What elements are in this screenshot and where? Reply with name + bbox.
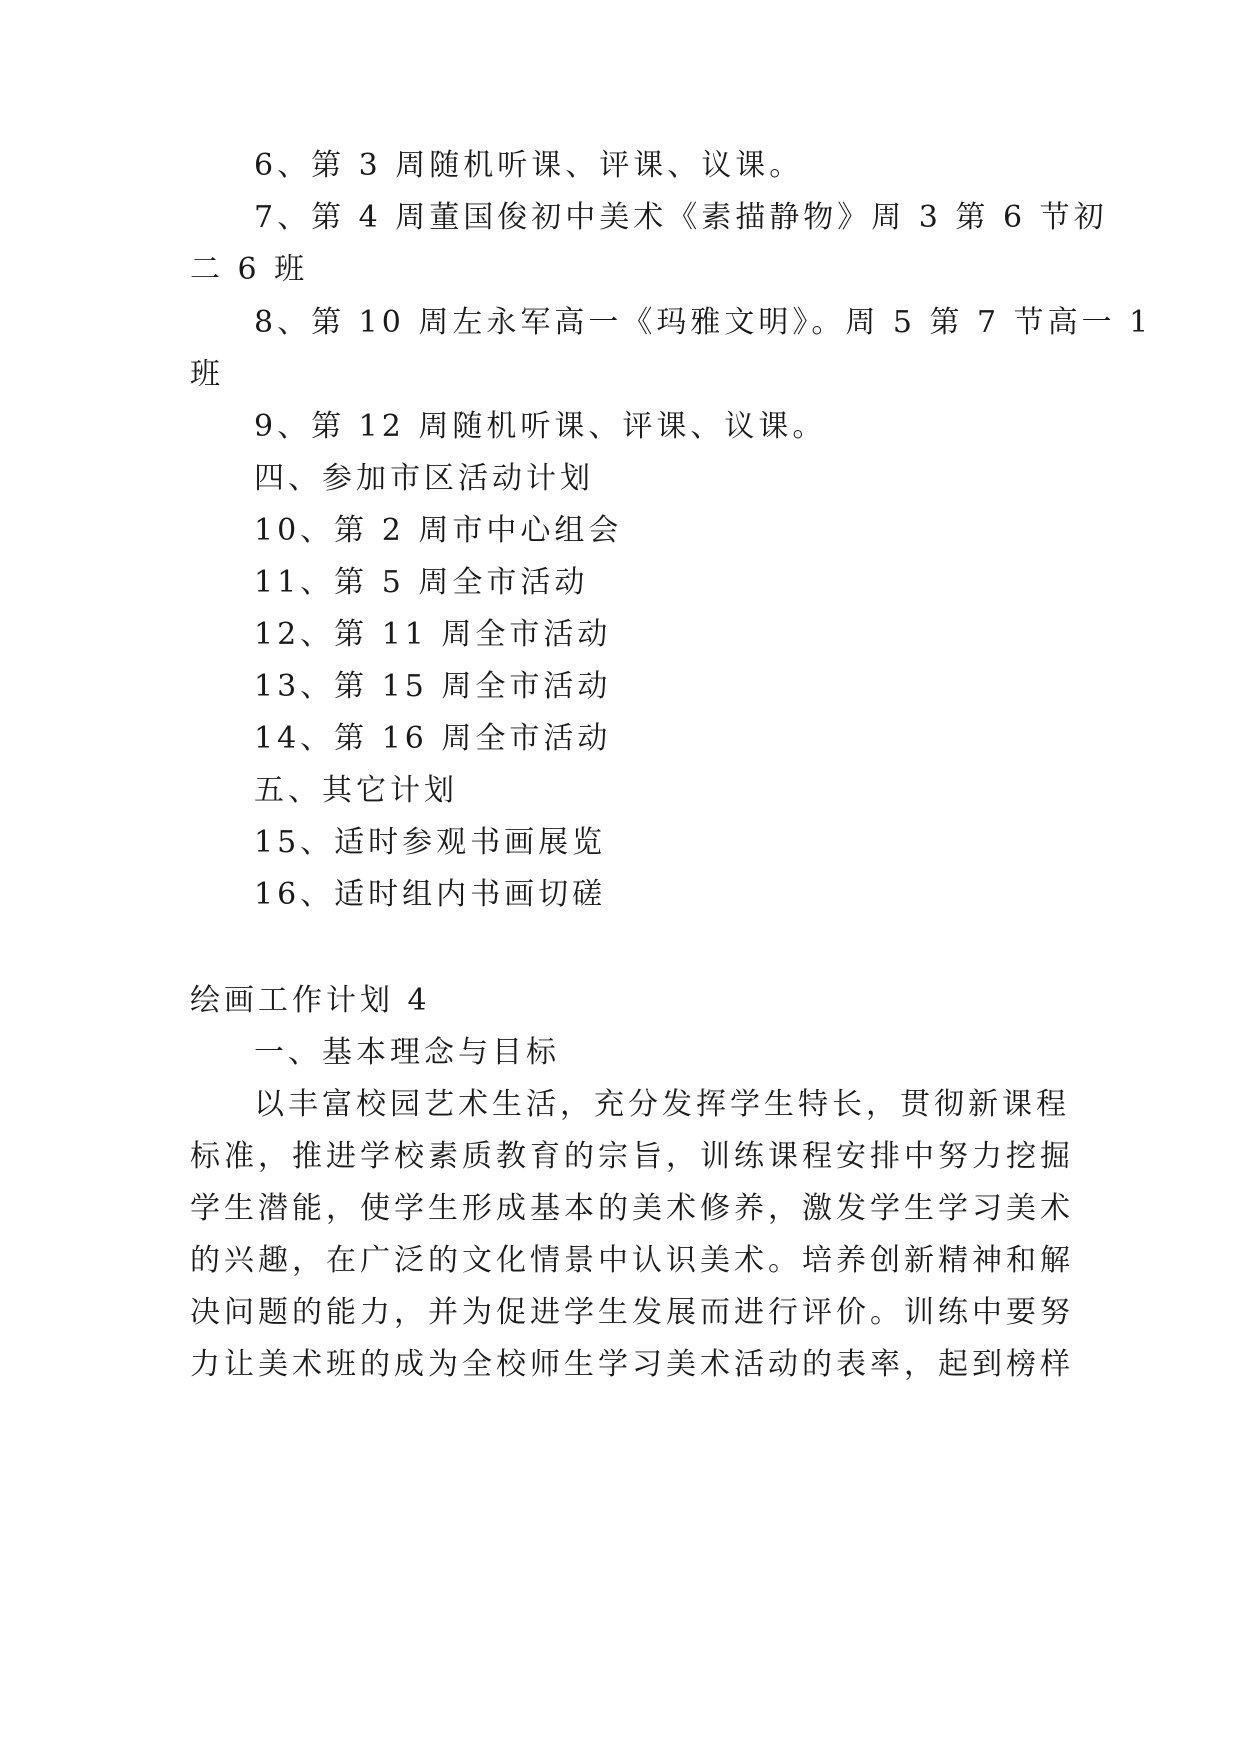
- section-heading-5: 五、其它计划: [254, 773, 458, 808]
- plan-title: 绘画工作计划 4: [190, 983, 431, 1018]
- paragraph-line: 决问题的能力，并为促进学生发展而进行评价。训练中要努: [190, 1295, 1074, 1330]
- list-item-7: 7、第 4 周董国俊初中美术《素描静物》周 3 第 6 节初: [254, 200, 1108, 235]
- list-item-16: 16、适时组内书画切磋: [254, 877, 607, 912]
- subheading-concept-goal: 一、基本理念与目标: [254, 1035, 560, 1070]
- list-item-10: 10、第 2 周市中心组会: [254, 513, 623, 548]
- list-item-15: 15、适时参观书画展览: [254, 825, 607, 860]
- paragraph-line: 学生潜能，使学生形成基本的美术修养，激发学生学习美术: [190, 1191, 1074, 1226]
- paragraph-line: 的兴趣，在广泛的文化情景中认识美术。培养创新精神和解: [190, 1243, 1074, 1278]
- paragraph-line: 标准，推进学校素质教育的宗旨，训练课程安排中努力挖掘: [190, 1139, 1074, 1174]
- list-item-11: 11、第 5 周全市活动: [254, 565, 589, 600]
- list-item-9: 9、第 12 周随机听课、评课、议课。: [254, 409, 827, 444]
- list-item-8-continued: 班: [190, 357, 224, 392]
- list-item-12: 12、第 11 周全市活动: [254, 617, 612, 652]
- paragraph-line: 力让美术班的成为全校师生学习美术活动的表率，起到榜样: [190, 1347, 1074, 1382]
- list-item-7-continued: 二 6 班: [190, 252, 309, 287]
- section-heading-4: 四、参加市区活动计划: [254, 461, 594, 496]
- list-item-6: 6、第 3 周随机听课、评课、议课。: [254, 148, 804, 183]
- list-item-14: 14、第 16 周全市活动: [254, 721, 612, 756]
- list-item-13: 13、第 15 周全市活动: [254, 669, 612, 704]
- list-item-8: 8、第 10 周左永军高一《玛雅文明》。周 5 第 7 节高一 1: [254, 305, 1153, 340]
- paragraph-line: 以丰富校园艺术生活，充分发挥学生特长，贯彻新课程: [254, 1087, 1070, 1122]
